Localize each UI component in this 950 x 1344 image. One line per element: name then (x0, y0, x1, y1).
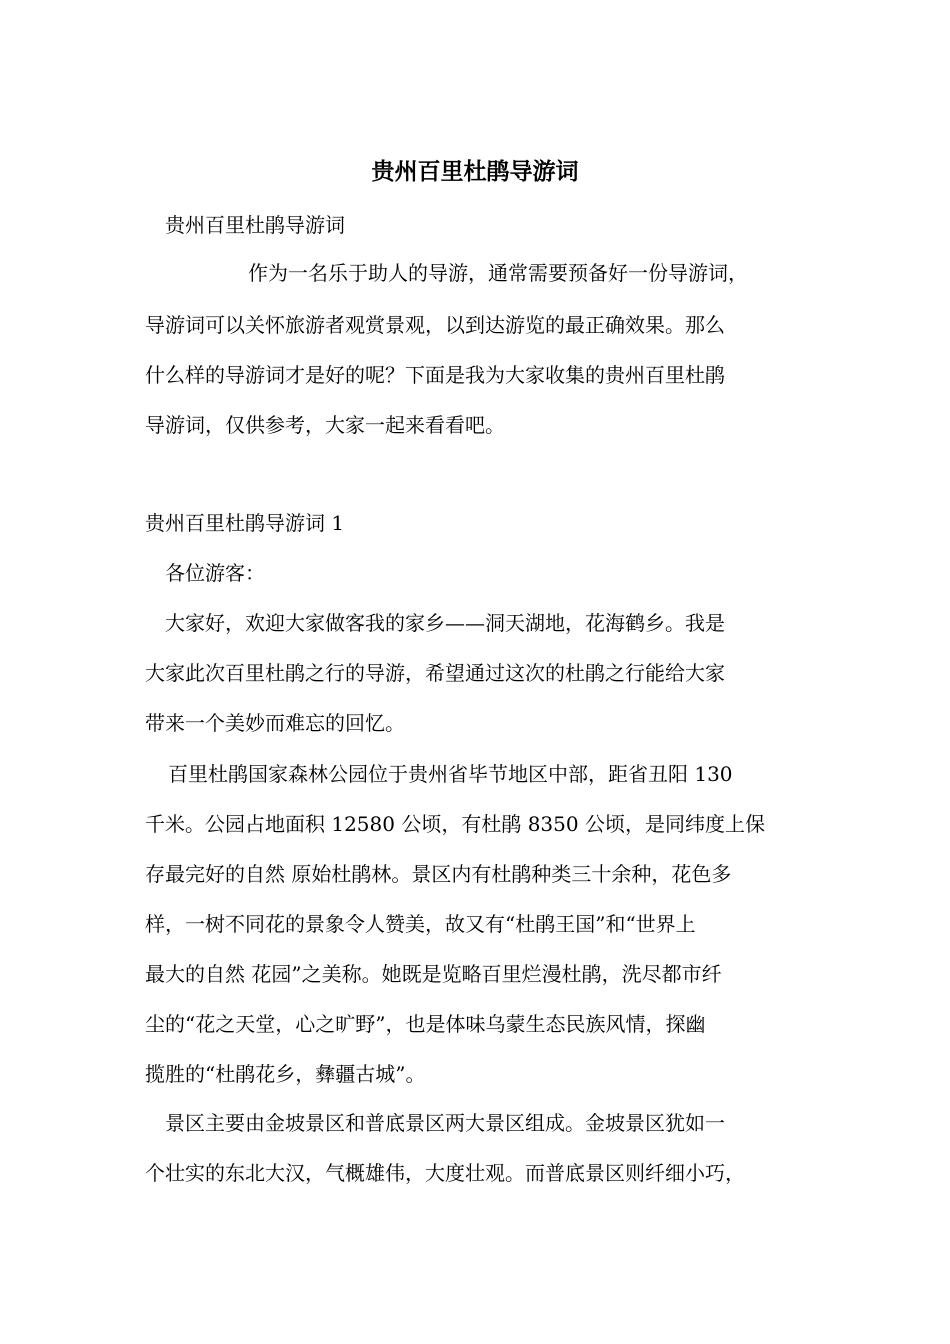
paragraph-line: 千米。公园占地面积 12580 公顷，有杜鹃 8350 公顷，是同纬度上保 (145, 812, 765, 836)
paragraph-line: 大家好，欢迎大家做客我的家乡——洞天湖地，花海鹤乡。我是 (165, 611, 725, 635)
paragraph-line: 百里杜鹃国家森林公园位于贵州省毕节地区中部，距省丑阳 130 (168, 762, 733, 786)
paragraph-line: 导游词，仅供参考，大家一起来看看吧。 (145, 413, 505, 437)
paragraph-line: 什么样的导游词才是好的呢？下面是我为大家收集的贵州百里杜鹃 (145, 363, 725, 387)
paragraph-line: 最大的自然 花园”之美称。她既是览略百里烂漫杜鹃，洗尽都市纤 (145, 962, 722, 986)
paragraph-line: 景区主要由金坡景区和普底景区两大景区组成。金坡景区犹如一 (165, 1111, 725, 1135)
section-heading: 贵州百里杜鹃导游词 1 (145, 511, 345, 535)
paragraph-line: 存最完好的自然 原始杜鹃林。景区内有杜鹃种类三十余种，花色多 (145, 862, 732, 886)
paragraph-line: 样，一树不同花的景象令人赞美，故又有“杜鹃王国”和“世界上 (145, 912, 696, 936)
paragraph-line: 尘的“花之天堂，心之旷野”，也是体味乌蒙生态民族风情，探幽 (145, 1012, 706, 1036)
paragraph-line: 作为一名乐于助人的导游，通常需要预备好一份导游词， (248, 261, 748, 285)
paragraph-line: 导游词可以关怀旅游者观赏景观，以到达游览的最正确效果。那么 (145, 313, 725, 337)
paragraph-line: 揽胜的“杜鹃花乡，彝疆古城”。 (145, 1062, 426, 1086)
greeting-line: 各位游客： (165, 561, 265, 585)
paragraph-line: 个壮实的东北大汉，气概雄伟，大度壮观。而普底景区则纤细小巧， (145, 1161, 745, 1185)
paragraph-line: 带来一个美妙而难忘的回忆。 (145, 711, 405, 735)
paragraph-line: 大家此次百里杜鹃之行的导游，希望通过这次的杜鹃之行能给大家 (145, 661, 725, 685)
document-title: 贵州百里杜鹃导游词 (371, 159, 579, 185)
subtitle-line: 贵州百里杜鹃导游词 (165, 213, 345, 237)
